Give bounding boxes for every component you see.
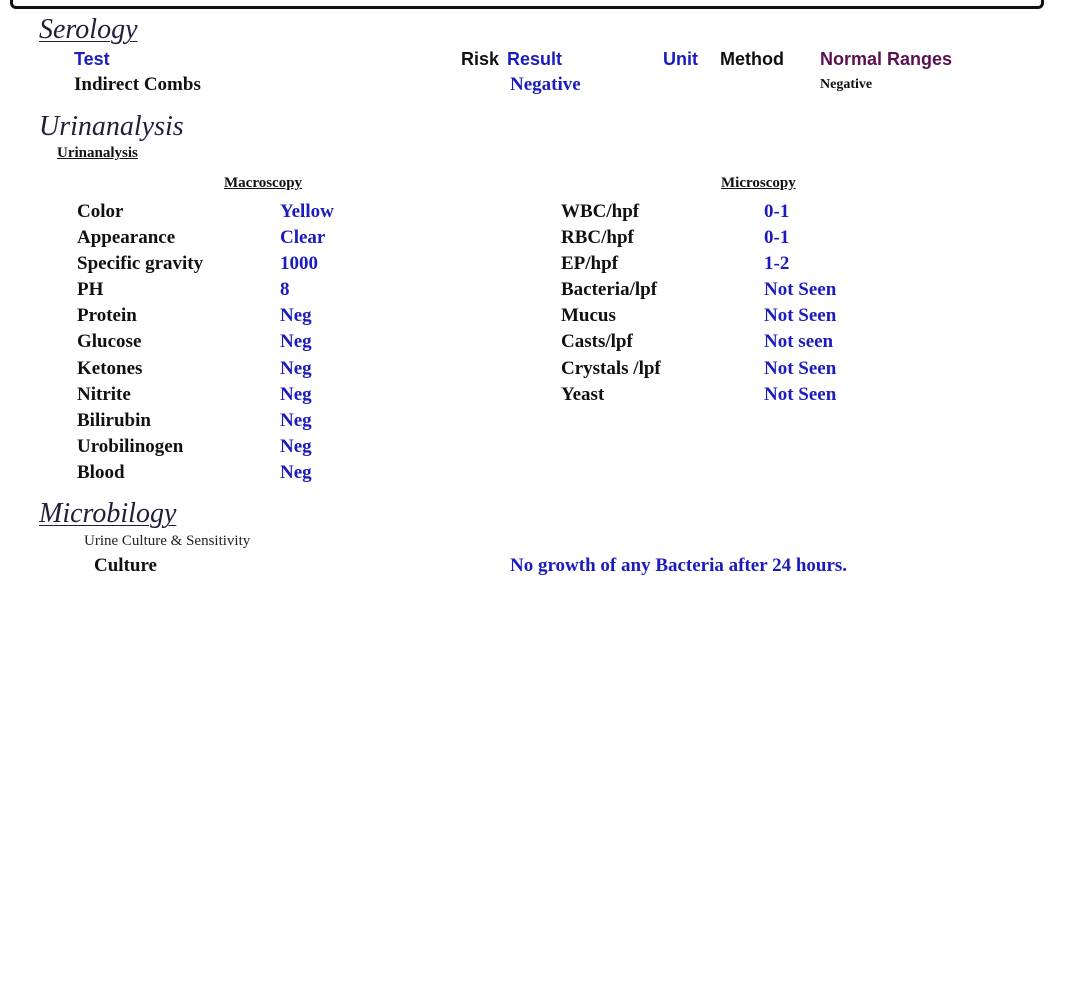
macro-label-nitrite: Nitrite <box>77 383 131 405</box>
micro-label-wbc: WBC/hpf <box>561 201 640 222</box>
macro-label-color: Color <box>77 201 124 222</box>
macro-label-protein: Protein <box>77 305 137 327</box>
macro-value-nitrite: Neg <box>280 383 312 405</box>
microbiology-subtitle: Urine Culture & Sensitivity <box>84 533 251 549</box>
micro-value-bacteria: Not Seen <box>764 279 837 301</box>
serology-header-normal-ranges: Normal Ranges <box>820 49 953 69</box>
culture-result: No growth of any Bacteria after 24 hours. <box>510 555 848 576</box>
macro-value-ketones: Neg <box>280 357 312 379</box>
serology-header-method: Method <box>720 49 784 69</box>
microscopy-values <box>764 199 836 408</box>
macro-label-bilirubin: Bilirubin <box>77 409 151 431</box>
micro-label-ep: EP/hpf <box>561 253 619 275</box>
micro-value-mucus: Not Seen <box>764 305 837 327</box>
micro-value-crystals: Not Seen <box>764 357 837 379</box>
micro-value-rbc: 0-1 <box>764 227 790 249</box>
micro-label-casts: Casts/lpf <box>561 331 633 353</box>
serology-header-unit: Unit <box>663 49 698 69</box>
macroscopy-heading: Macroscopy <box>224 175 303 191</box>
report-header-frame <box>10 0 1044 9</box>
macro-value-appearance: Clear <box>280 227 326 249</box>
micro-label-crystals: Crystals /lpf <box>561 357 661 379</box>
serology-header-risk: Risk <box>461 49 500 69</box>
culture-label: Culture <box>94 555 157 576</box>
macro-value-color: Yellow <box>280 201 334 222</box>
macro-value-blood: Neg <box>280 461 312 483</box>
macro-label-glucose: Glucose <box>77 331 142 353</box>
macro-label-ph: PH <box>77 279 104 301</box>
serology-header-result: Result <box>507 49 563 69</box>
serology-test-normal-range: Negative <box>820 77 873 92</box>
macro-label-blood: Blood <box>77 461 125 483</box>
micro-label-yeast: Yeast <box>561 383 605 405</box>
micro-label-bacteria: Bacteria/lpf <box>561 279 658 301</box>
serology-test-result: Negative <box>510 74 581 95</box>
macroscopy-values <box>280 199 334 486</box>
macro-value-ph: 8 <box>280 279 290 301</box>
micro-label-rbc: RBC/hpf <box>561 227 634 249</box>
macro-label-ketones: Ketones <box>77 357 143 379</box>
urinalysis-title: Urinanalysis <box>39 111 184 142</box>
macro-value-glucose: Neg <box>280 331 312 353</box>
micro-value-wbc: 0-1 <box>764 201 790 222</box>
micro-value-ep: 1-2 <box>764 253 790 275</box>
macroscopy-labels <box>77 199 203 486</box>
macro-label-specific-gravity: Specific gravity <box>77 253 204 275</box>
micro-label-mucus: Mucus <box>561 305 616 327</box>
macro-label-urobilinogen: Urobilinogen <box>77 435 184 457</box>
serology-title: Serology <box>39 14 138 45</box>
urinalysis-subtitle: Urinanalysis <box>57 145 138 161</box>
macro-label-appearance: Appearance <box>77 227 176 249</box>
serology-test-name: Indirect Combs <box>74 74 201 95</box>
microscopy-heading: Microscopy <box>721 175 796 191</box>
micro-value-yeast: Not Seen <box>764 383 837 405</box>
macro-value-protein: Neg <box>280 305 312 327</box>
macro-value-urobilinogen: Neg <box>280 435 312 457</box>
microscopy-labels <box>561 199 661 408</box>
micro-value-casts: Not seen <box>764 331 834 353</box>
macro-value-specific-gravity: 1000 <box>280 253 318 275</box>
microbiology-title: Microbilogy <box>39 498 177 529</box>
macro-value-bilirubin: Neg <box>280 409 312 431</box>
serology-header-test: Test <box>74 49 110 69</box>
